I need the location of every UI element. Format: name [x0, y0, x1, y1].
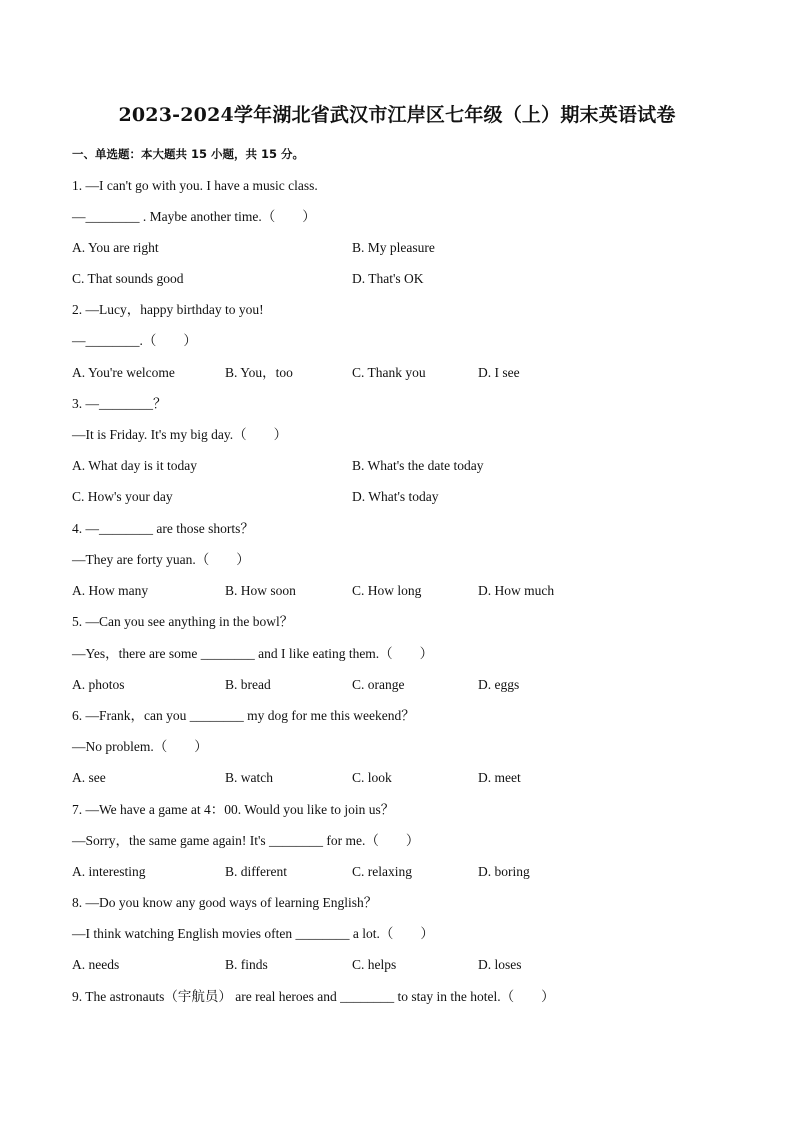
question-6-prompt: 6. —Frank，can you ________ my dog for me this weekend？	[72, 708, 415, 723]
question-5-option-a: A. photos	[72, 677, 125, 692]
question-1-option-a: A. You are right	[72, 240, 159, 255]
question-9-prompt: 9. The astronauts（宇航员） are real heroes and ________ to stay in the hotel.（ ）	[72, 989, 555, 1004]
question-5-response: —Yes，there are some ________ and I like eating them.（ ）	[72, 646, 434, 661]
question-2-option-c: C. Thank you	[352, 365, 426, 380]
question-1-option-c: C. That sounds good	[72, 271, 184, 286]
question-8-option-c: C. helps	[352, 957, 397, 972]
question-6-option-a: A. see	[72, 770, 106, 785]
question-8-option-d: D. loses	[478, 957, 522, 972]
question-6-option-b: B. watch	[225, 770, 273, 785]
question-3-option-d: D. What's today	[352, 489, 439, 504]
question-7-option-d: D. boring	[478, 864, 530, 879]
question-6-response: —No problem.（ ）	[72, 739, 208, 754]
question-5-option-b: B. bread	[225, 677, 271, 692]
question-1-response: —________ . Maybe another time.（ ）	[72, 209, 316, 224]
question-1-option-d: D. That's OK	[352, 271, 424, 286]
question-7-response: —Sorry，the same game again! It's ________ for me.（ ）	[72, 833, 420, 848]
question-7-option-a: A. interesting	[72, 864, 146, 879]
question-8-option-a: A. needs	[72, 957, 120, 972]
question-3-option-b: B. What's the date today	[352, 458, 484, 473]
question-3-response: —It is Friday. It's my big day.（ ）	[72, 427, 288, 442]
question-2-option-d: D. I see	[478, 365, 520, 380]
question-2-response: —________.（ ）	[72, 333, 197, 348]
page-title: 2023-2024学年湖北省武汉市江岸区七年级（上）期末英语试卷	[118, 104, 676, 126]
question-2-option-b: B. You，too	[225, 365, 293, 380]
question-4-option-b: B. How soon	[225, 583, 296, 598]
question-2-prompt: 2. —Lucy，happy birthday to you!	[72, 302, 264, 317]
question-4-response: —They are forty yuan.（ ）	[72, 552, 250, 567]
question-4-option-d: D. How much	[478, 583, 555, 598]
question-7-option-c: C. relaxing	[352, 864, 412, 879]
question-4-option-a: A. How many	[72, 583, 149, 598]
question-6-option-c: C. look	[352, 770, 392, 785]
question-4-option-c: C. How long	[352, 583, 422, 598]
question-8-response: —I think watching English movies often ________ a lot.（ ）	[72, 926, 434, 941]
question-5-option-c: C. orange	[352, 677, 405, 692]
question-5-prompt: 5. —Can you see anything in the bowl？	[72, 614, 294, 629]
question-7-prompt: 7. —We have a game at 4：00. Would you like to join us？	[72, 802, 395, 817]
question-3-option-a: A. What day is it today	[72, 458, 197, 473]
question-5-option-d: D. eggs	[478, 677, 520, 692]
question-8-option-b: B. finds	[225, 957, 268, 972]
question-1-option-b: B. My pleasure	[352, 240, 435, 255]
question-4-prompt: 4. —________ are those shorts？	[72, 521, 254, 536]
question-2-option-a: A. You're welcome	[72, 365, 175, 380]
question-3-prompt: 3. —________？	[72, 396, 167, 411]
question-6-option-d: D. meet	[478, 770, 521, 785]
question-1-prompt: 1. —I can't go with you. I have a music class.	[72, 178, 318, 193]
section-heading: 一、单选题：本大题共 15 小题，共 15 分。	[72, 147, 305, 161]
question-7-option-b: B. different	[225, 864, 287, 879]
question-8-prompt: 8. —Do you know any good ways of learning English？	[72, 895, 378, 910]
question-3-option-c: C. How's your day	[72, 489, 173, 504]
